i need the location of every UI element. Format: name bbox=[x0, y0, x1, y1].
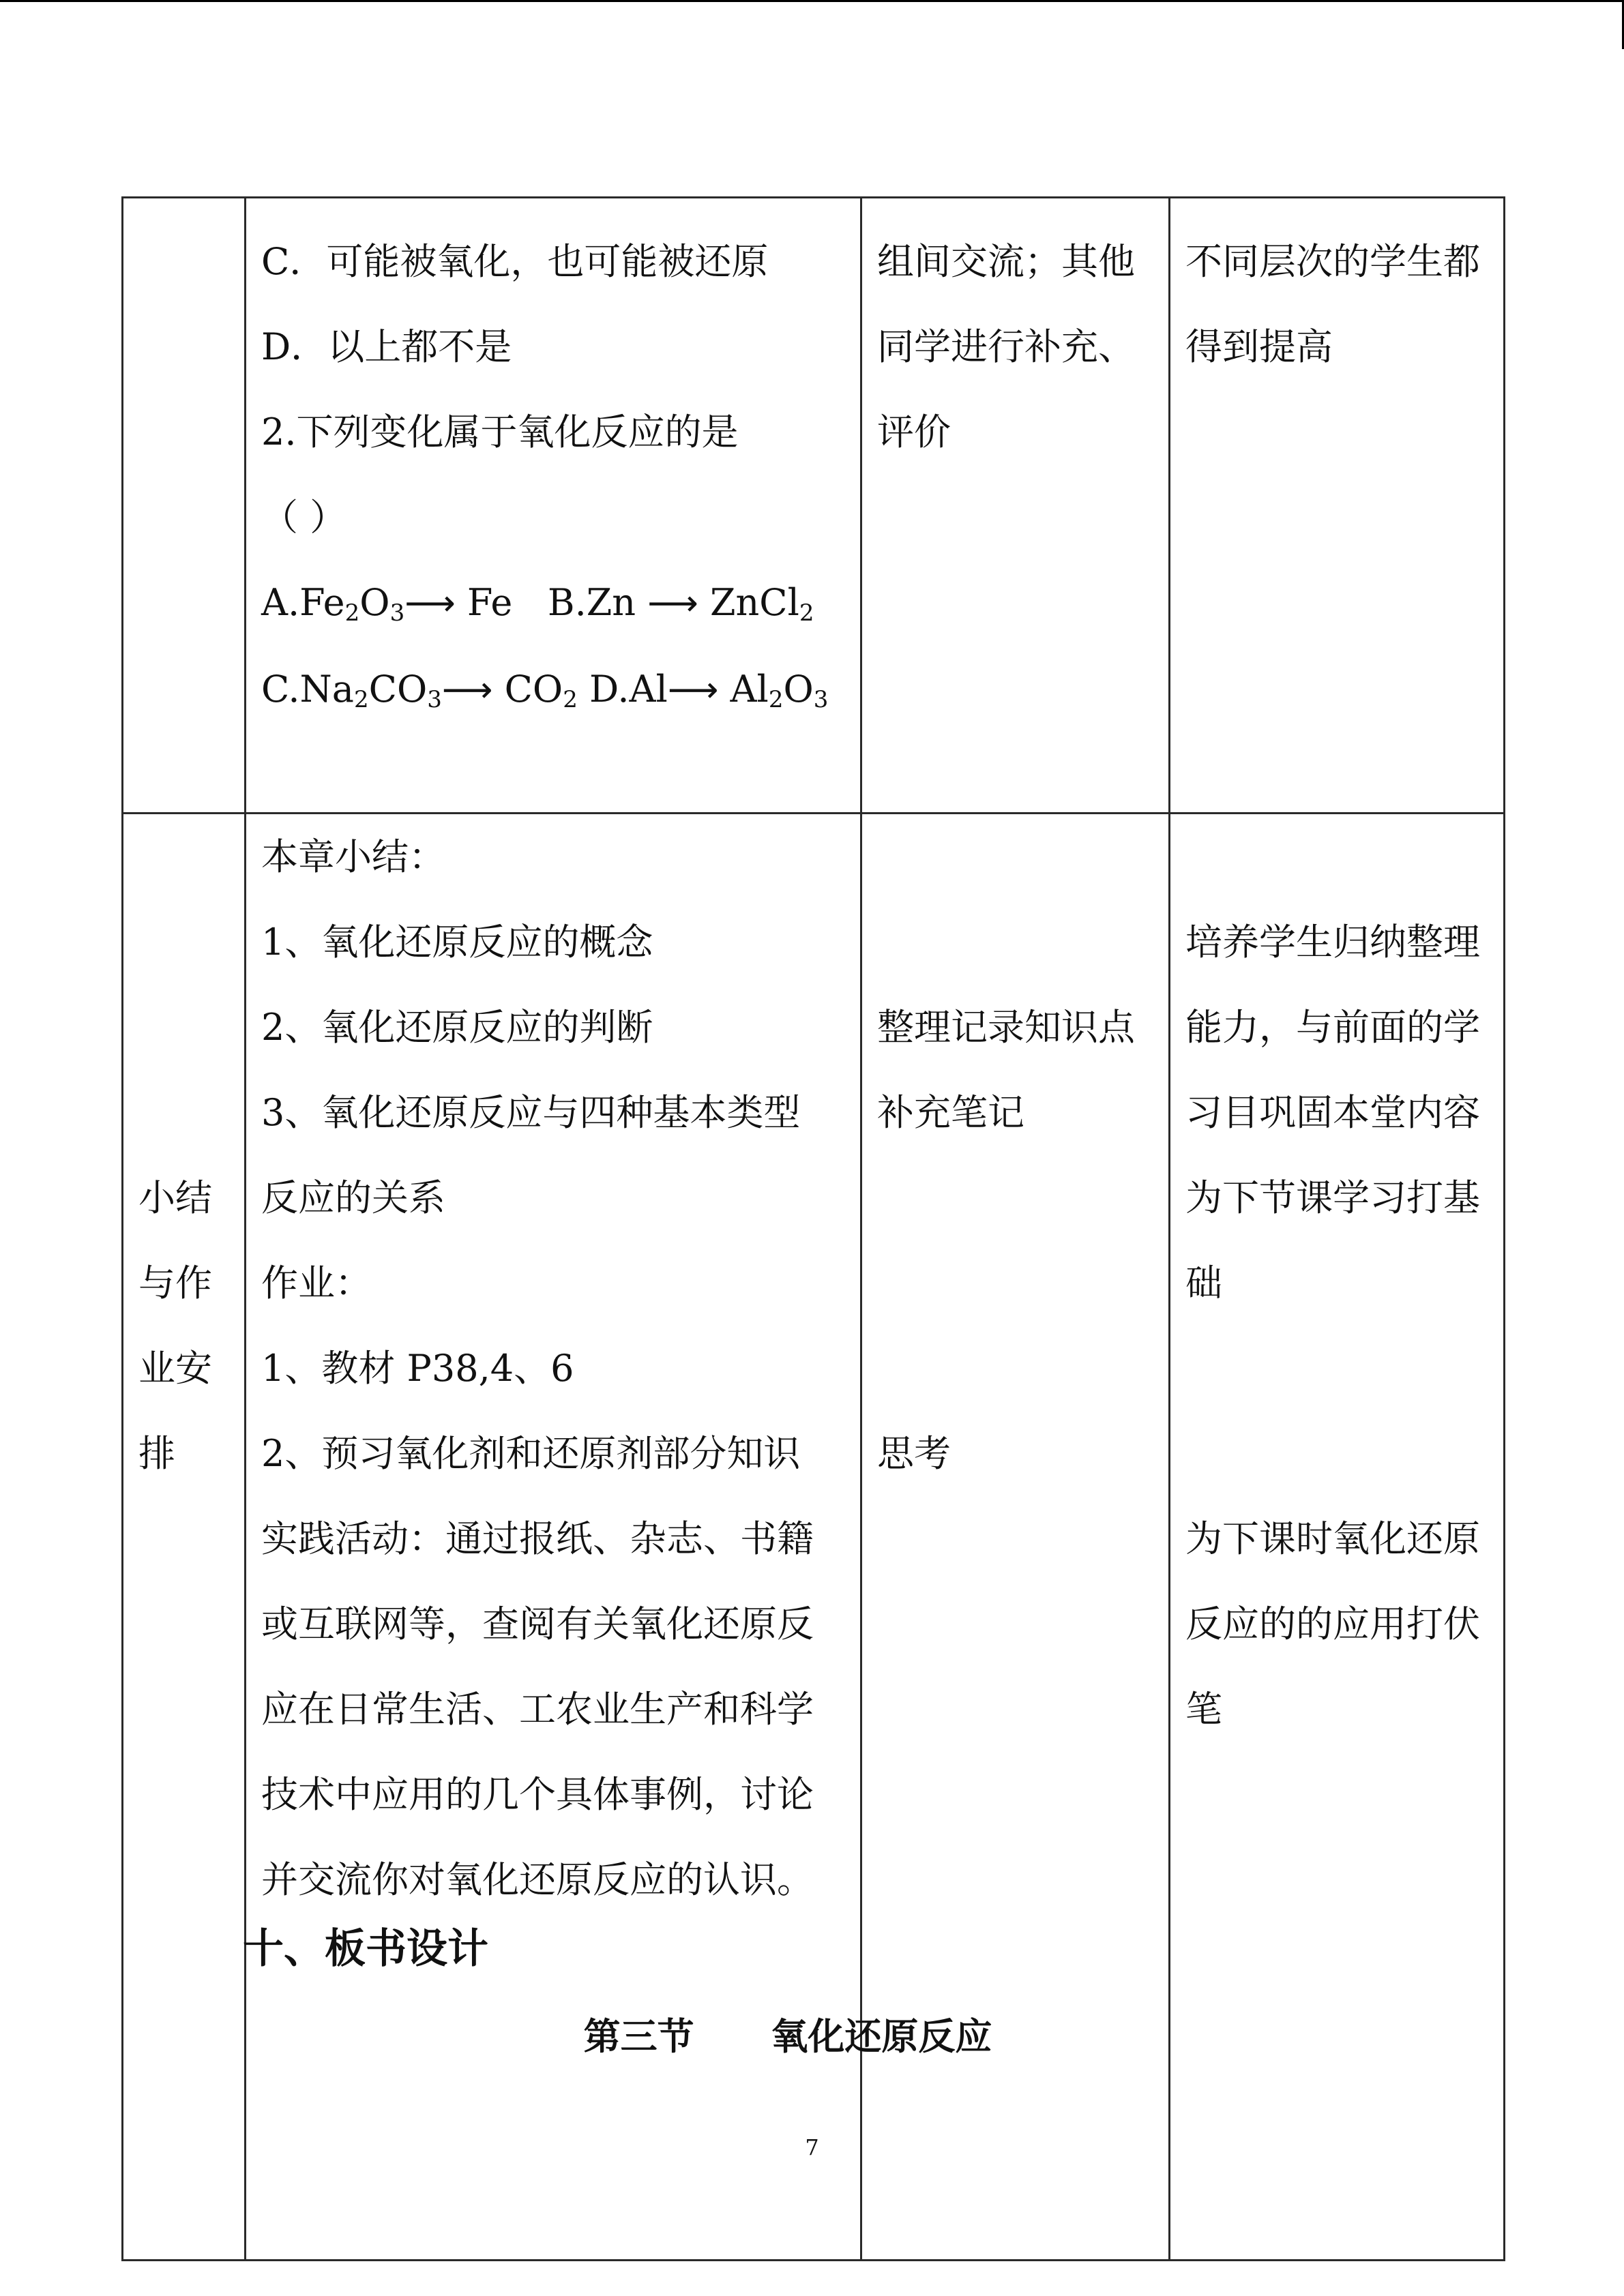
summary-line: 3、氧化还原反应与四种基本类型 bbox=[261, 1091, 801, 1134]
choice-d-product: $Al_2O_3$ bbox=[730, 668, 829, 713]
question-2: 2.下列变化属于氧化反应的是 bbox=[261, 411, 739, 453]
student-activity-text: 整理记录知识点补充笔记 bbox=[877, 1006, 1135, 1134]
arrow-icon: ⟶ bbox=[667, 670, 719, 711]
choices-line-2 bbox=[261, 646, 845, 733]
summary-line: 本章小结： bbox=[261, 835, 445, 878]
choice-b-reactant: B.Zn bbox=[547, 581, 636, 624]
top-border-line bbox=[0, 0, 1624, 2]
question-2-blank: （ ） bbox=[261, 496, 347, 539]
stage-label: 小结与作业安排 bbox=[138, 1176, 212, 1475]
table-row bbox=[123, 198, 1505, 814]
arrow-icon: ⟶ bbox=[404, 583, 456, 624]
student-activity-text: 思考 bbox=[877, 1432, 951, 1475]
choice-d-reactant: D.Al bbox=[589, 668, 668, 711]
choice-c-product: $CO_2$ bbox=[504, 668, 578, 713]
homework-line: 1、教材 P38,4、6 bbox=[261, 1347, 574, 1390]
content-cell bbox=[246, 198, 861, 814]
choice-a-product: Fe bbox=[467, 581, 513, 624]
homework-heading: 作业： bbox=[261, 1262, 372, 1304]
student-activity-text: 组间交流；其他同学进行补充、评价 bbox=[877, 240, 1135, 453]
choice-b-product: ZnCl$_2$ bbox=[709, 581, 814, 627]
design-intent-text: 不同层次的学生都得到提高 bbox=[1185, 240, 1480, 368]
option-d: D．以上都不是 bbox=[261, 325, 512, 368]
choices-line-1 bbox=[261, 560, 845, 646]
option-c: C．可能被氧化，也可能被还原 bbox=[261, 240, 769, 283]
summary-line: 1、氧化还原反应的概念 bbox=[261, 921, 653, 964]
design-intent-text: 培养学生归纳整理能力，与前面的学习目巩固本堂内容为下节课学习打基础 bbox=[1185, 921, 1480, 1304]
arrow-icon: ⟶ bbox=[647, 583, 698, 624]
design-intent-text: 为下课时氧化还原反应的的应用打伏笔 bbox=[1185, 1517, 1480, 1731]
section-heading: 十、板书设计 bbox=[243, 1925, 488, 1973]
board-design-title: 第三节 氧化还原反应 bbox=[583, 2015, 992, 2058]
page-number: 7 bbox=[805, 2134, 819, 2160]
arrow-icon: ⟶ bbox=[441, 670, 493, 711]
choice-a-reactant: $A.Fe_2O_3$ bbox=[261, 581, 405, 627]
summary-line: 反应的关系 bbox=[261, 1176, 445, 1219]
stage-cell bbox=[123, 198, 246, 814]
design-intent-cell bbox=[1170, 198, 1505, 814]
practice-activity-text: 实践活动：通过报纸、杂志、书籍或互联网等，查阅有关氧化还原反应在日常生活、工农业生产和科学技术中应用的几个具体事例，讨论并交流你对氧化还原反应的认识。 bbox=[261, 1517, 814, 1901]
choice-c-reactant: $C.Na_2CO_3$ bbox=[261, 668, 442, 713]
homework-line: 2、预习氧化剂和还原剂部分知识 bbox=[261, 1432, 801, 1475]
summary-line: 2、氧化还原反应的判断 bbox=[261, 1006, 653, 1049]
student-activity-cell bbox=[861, 198, 1170, 814]
